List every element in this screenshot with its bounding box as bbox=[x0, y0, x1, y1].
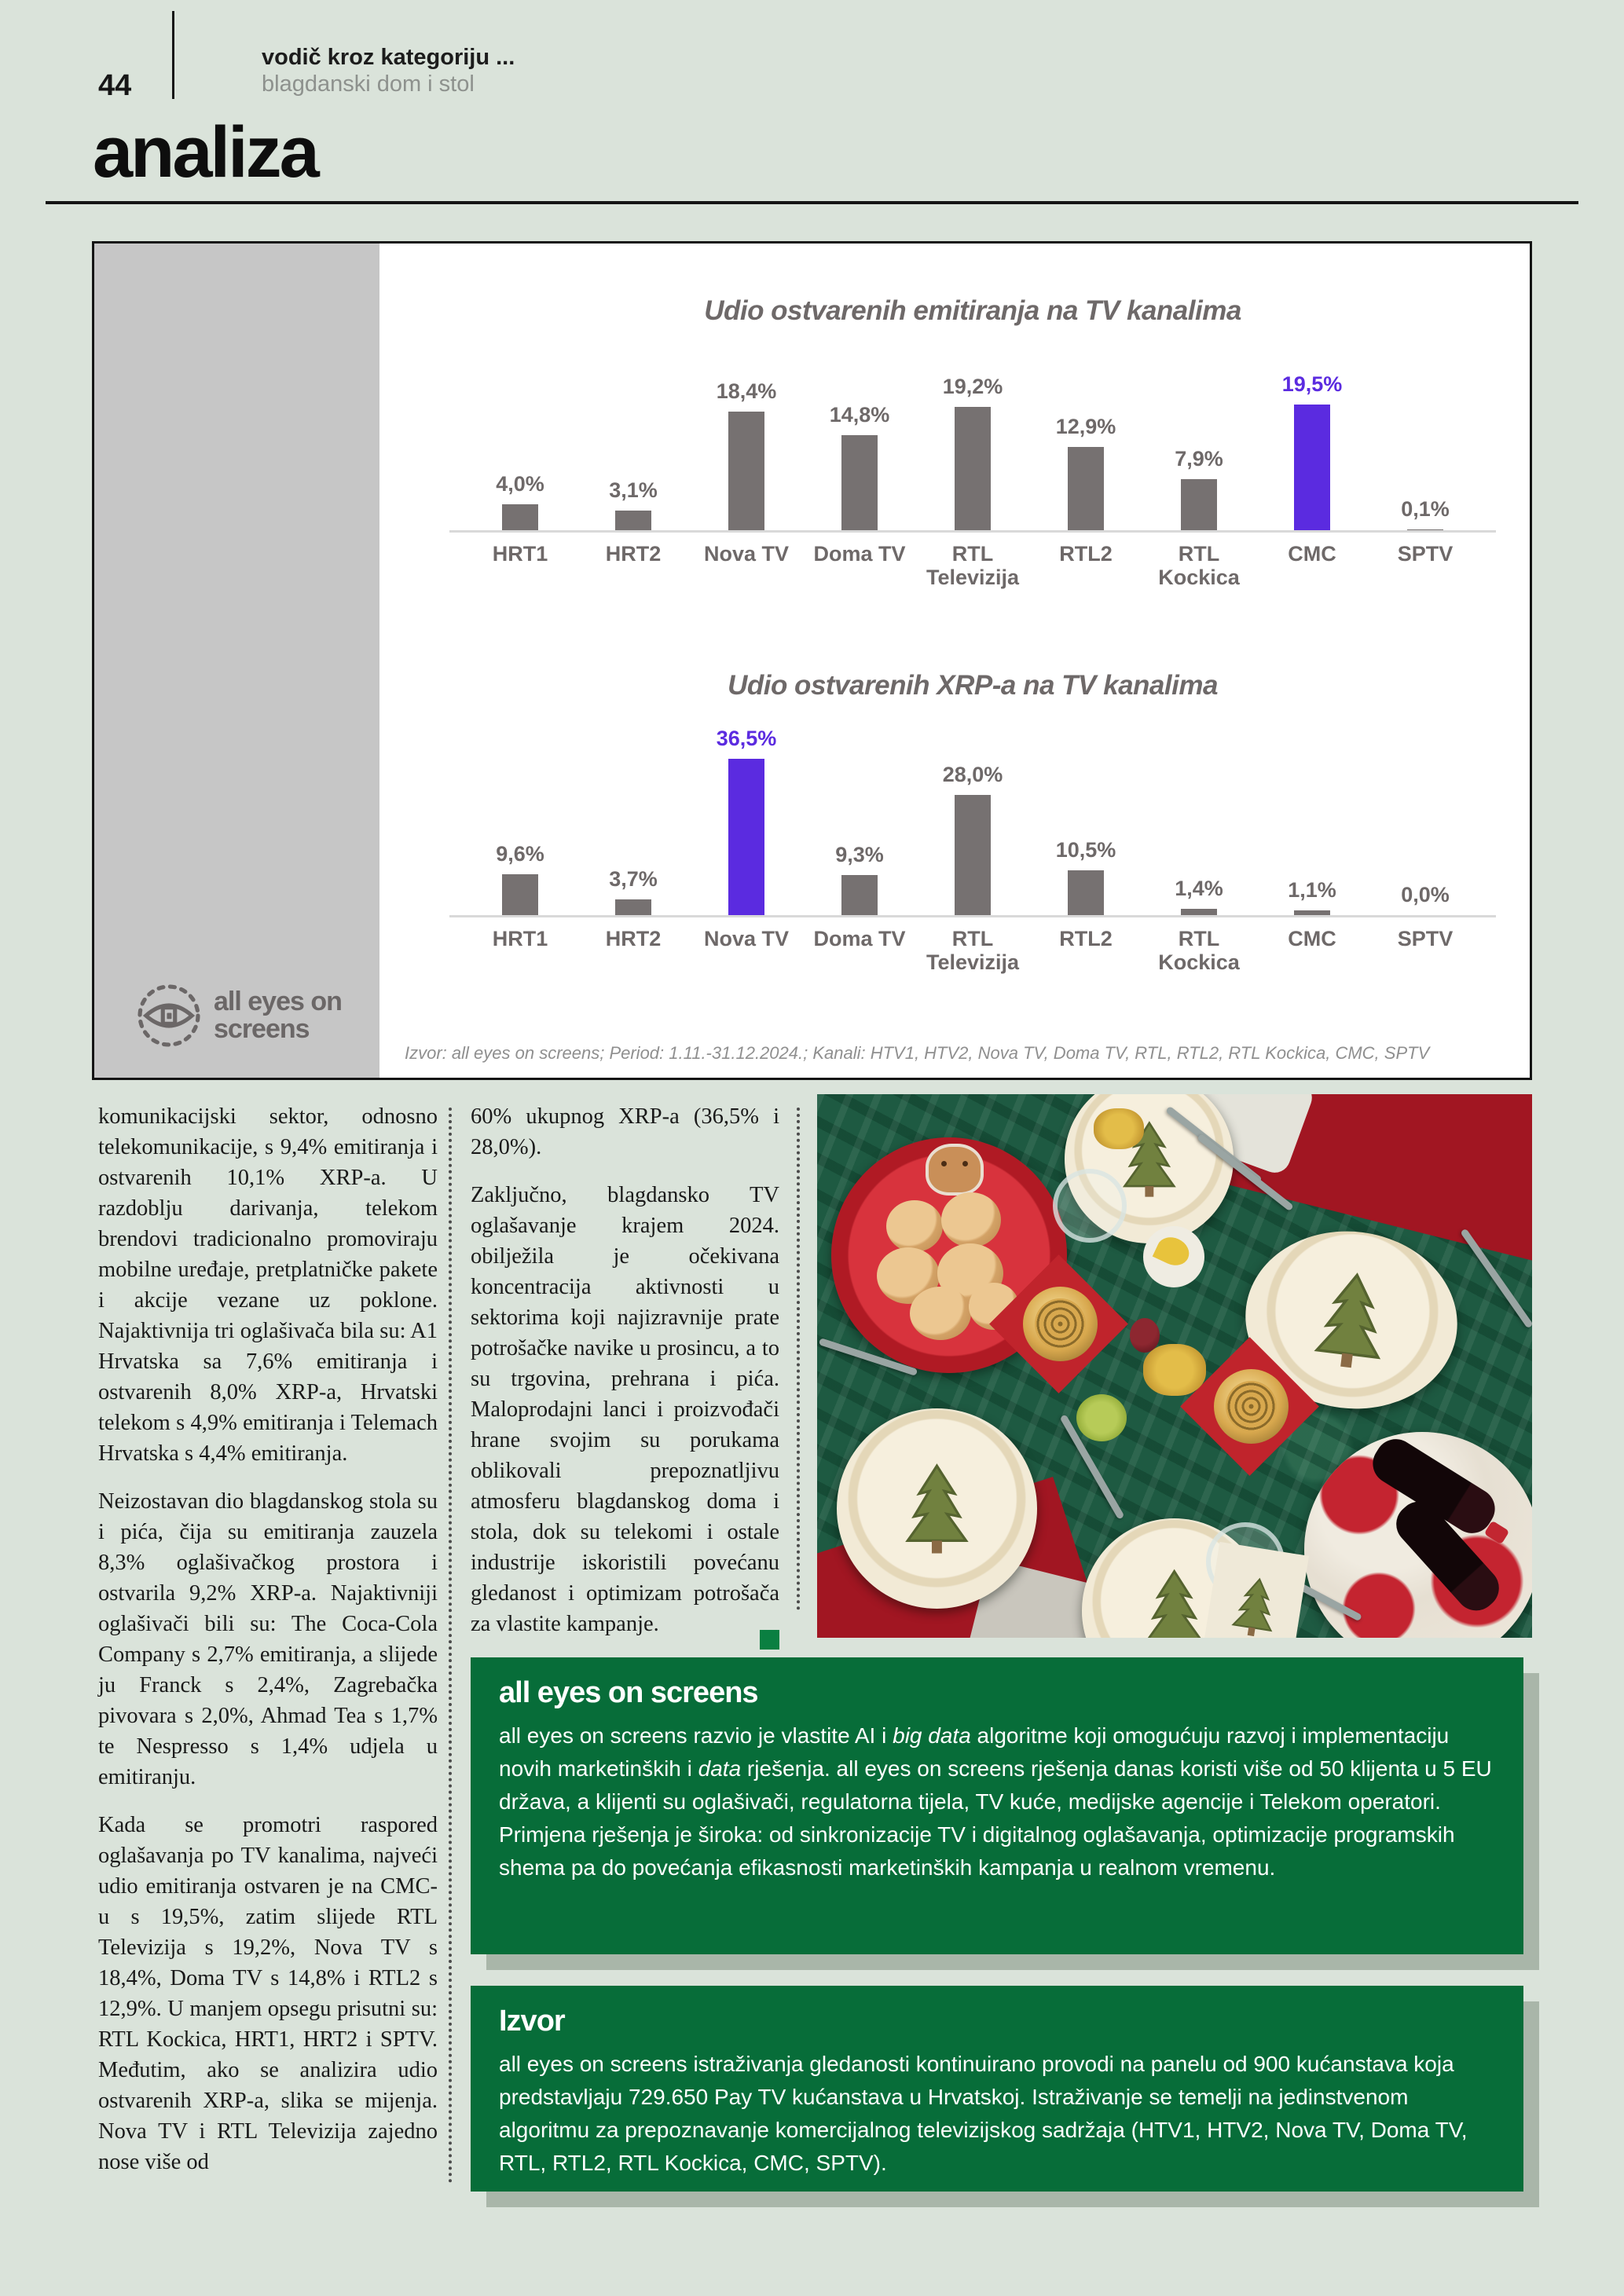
article-paragraph: Kada se promotri raspored oglašavanja po TV kanalima, najveći udio emitiranja ostvaren je na CMC-u s 19,5%, zatim slijede RTL Televizija s 19,2%, Nova TV s 18,4%, Doma TV s 14,8% i RTL2 s 12,9%. U manjem opsegu prisutni su: RTL Kockica, HRT1, HRT2 i SPTV. Međutim, ako se analizira udio ostvarenih XRP-a, slika se mijenja. Nova TV i RTL Televizija zajedno nose više od bbox=[98, 1813, 438, 2174]
chart-title-xrp: Udio ostvarenih XRP-a na TV kanalima bbox=[728, 670, 1218, 701]
category-label: RTL2 bbox=[1059, 542, 1113, 566]
bar-value-label: 19,5% bbox=[1281, 372, 1343, 396]
source-note: Izvor: all eyes on screens; Period: 1.11.-31.12.2024.; Kanali: HTV1, HTV2, Nova TV, Doma TV, RTL, RTL2, RTL Kockica, CMC, SPTV bbox=[405, 1043, 1430, 1063]
charts-panel bbox=[92, 241, 1532, 1080]
chart-bar-rtl bbox=[955, 795, 991, 915]
chart-bar-cmc bbox=[1294, 405, 1330, 530]
bar-value-label: 1,4% bbox=[1175, 877, 1223, 900]
chart-bar-doma-tv bbox=[841, 435, 878, 530]
gold-tin bbox=[1023, 1287, 1098, 1361]
chart-bar-doma-tv bbox=[841, 875, 878, 915]
category-label: Doma TV bbox=[813, 927, 906, 950]
chart-categories bbox=[464, 542, 1482, 589]
article-paragraph: Neizostavan dio blagdanskog stola su i pića, čija su emitiranja zauzela 8,3% oglašivačkog prostora i ostvarila 9,2% XRP-a. Najaktivniji oglašivači bili su: The Coca-Cola Company s 2,7% emitiranja, a slijede ju Franck s 2,4%, Zagrebačka pivovara s 2,0%, Ahmad Tea s 1,7% te Nespresso s 1,4% udjela u emitiranju. bbox=[98, 1489, 438, 1789]
breadcrumb bbox=[262, 44, 515, 97]
bar-value-label: 7,9% bbox=[1175, 447, 1223, 471]
category-label: RTL Kockica bbox=[1158, 542, 1240, 589]
kicker-line-2: blagdanski dom i stol bbox=[262, 71, 475, 97]
garland-cluster bbox=[1143, 1344, 1206, 1396]
category-label: CMC bbox=[1288, 542, 1336, 566]
info-box-title: all eyes on screens bbox=[499, 1676, 758, 1709]
chart-baseline bbox=[449, 915, 1496, 917]
chart-slot bbox=[1256, 350, 1369, 530]
category-label: HRT2 bbox=[605, 542, 662, 566]
chart-baseline bbox=[449, 530, 1496, 533]
chart-slot bbox=[1142, 350, 1256, 530]
logo-text bbox=[214, 988, 342, 1043]
bar-value-label: 28,0% bbox=[942, 763, 1003, 786]
printed-napkin bbox=[1201, 1542, 1309, 1638]
bar-value-label: 3,1% bbox=[609, 478, 658, 502]
chart-bar-rtl-kockica bbox=[1181, 909, 1217, 915]
holiday-table-photo bbox=[817, 1094, 1532, 1638]
article-column-2 bbox=[471, 1101, 779, 1657]
article-end-mark bbox=[760, 1630, 779, 1650]
kicker-line-1: vodič kroz kategoriju ... bbox=[262, 45, 515, 70]
panel-sidebar bbox=[94, 244, 379, 1078]
category-label: RTL Televizija bbox=[926, 927, 1020, 974]
bar-value-label: 0,1% bbox=[1401, 497, 1450, 521]
christmas-plate bbox=[837, 1408, 1037, 1609]
bar-value-label: 36,5% bbox=[716, 727, 777, 750]
chart-categories bbox=[464, 927, 1482, 974]
bar-value-label: 9,6% bbox=[496, 842, 544, 866]
body-text: algoritme koji omogućuju razvoj i implementaciju novih marketinških i bbox=[499, 1723, 1450, 1781]
chart-bar-hrt2 bbox=[615, 899, 651, 915]
info-box-body bbox=[499, 2048, 1495, 2180]
info-box-all-eyes bbox=[471, 1657, 1523, 1954]
bar-value-label: 4,0% bbox=[496, 472, 544, 496]
ornament bbox=[1130, 1318, 1160, 1353]
chart-slot bbox=[916, 719, 1029, 915]
info-box-izvor bbox=[471, 1986, 1523, 2192]
eye-icon bbox=[135, 982, 203, 1049]
chart-bar-rtl2 bbox=[1068, 870, 1104, 915]
info-box-title: Izvor bbox=[499, 2005, 565, 2038]
category-label: Doma TV bbox=[813, 542, 906, 566]
chart-bar-rtl-kockica bbox=[1181, 479, 1217, 530]
chart-slot bbox=[803, 719, 916, 915]
chart-plot-xrp bbox=[464, 719, 1482, 915]
header-divider bbox=[172, 11, 174, 99]
chart-slot bbox=[1256, 719, 1369, 915]
italic-text: data bbox=[698, 1756, 742, 1781]
chart-bar-hrt2 bbox=[615, 511, 651, 530]
category-label: SPTV bbox=[1397, 927, 1454, 950]
lime-fruit bbox=[1076, 1394, 1127, 1441]
gold-tin bbox=[1214, 1369, 1289, 1444]
chart-slot bbox=[577, 350, 690, 530]
bar-value-label: 0,0% bbox=[1401, 883, 1450, 906]
top-rule bbox=[46, 201, 1578, 204]
chart-slot bbox=[1029, 350, 1142, 530]
category-label: RTL Kockica bbox=[1158, 927, 1240, 974]
bar-value-label: 19,2% bbox=[942, 375, 1003, 398]
category-label: SPTV bbox=[1397, 542, 1454, 566]
article-column-1 bbox=[98, 1101, 438, 2195]
bar-value-label: 12,9% bbox=[1055, 415, 1116, 438]
chart-slot bbox=[916, 350, 1029, 530]
body-text: all eyes on screens istraživanja gledanosti kontinuirano provodi na panelu od 900 kućanstava koja predstavljaju 729.650 Pay TV kućanstava u Hrvatskoj. Istraživanje se temelji na jedinstvenom algoritmu za prepoznavanje komercijalnog televizijskog sadržaja (HTV1, HTV2, Nova TV, Doma TV, RTL, RTL2, RTL Kockica, CMC, SPTV). bbox=[499, 2052, 1468, 2175]
chart-slot bbox=[690, 350, 803, 530]
gingerbread-figure bbox=[926, 1144, 984, 1196]
category-label: RTL2 bbox=[1059, 927, 1113, 950]
aeos-logo bbox=[135, 982, 342, 1049]
chart-bar-rtl bbox=[955, 407, 991, 530]
bar-value-label: 1,1% bbox=[1288, 878, 1336, 902]
garland-cluster bbox=[1094, 1108, 1144, 1149]
bar-value-label: 18,4% bbox=[716, 379, 777, 403]
article-paragraph: 60% ukupnog XRP-a (36,5% i 28,0%). bbox=[471, 1104, 779, 1159]
body-text: all eyes on screens razvio je vlastite AI i bbox=[499, 1723, 893, 1748]
page-number: 44 bbox=[98, 69, 132, 102]
column-divider bbox=[449, 1108, 452, 2184]
bar-value-label: 14,8% bbox=[829, 403, 890, 427]
info-box-body bbox=[499, 1719, 1495, 1884]
italic-text: big data bbox=[893, 1723, 971, 1748]
category-label: RTL Televizija bbox=[926, 542, 1020, 589]
bar-value-label: 3,7% bbox=[609, 867, 658, 891]
chart-slot bbox=[1369, 719, 1482, 915]
chart-bar-rtl2 bbox=[1068, 447, 1104, 530]
bar-value-label: 9,3% bbox=[835, 843, 884, 866]
page-title: analiza bbox=[93, 112, 317, 192]
chart-slot bbox=[803, 350, 916, 530]
glass bbox=[1053, 1169, 1127, 1243]
chart-slot bbox=[464, 350, 577, 530]
logo-line-1: all eyes on bbox=[214, 987, 342, 1016]
bar-value-label: 10,5% bbox=[1055, 838, 1116, 862]
chart-bar-hrt1 bbox=[502, 504, 538, 530]
chart-slot bbox=[1029, 719, 1142, 915]
logo-line-2: screens bbox=[214, 1014, 310, 1044]
column-divider bbox=[797, 1108, 800, 1610]
chart-title-emitiranja: Udio ostvarenih emitiranja na TV kanalima bbox=[704, 295, 1241, 326]
category-label: HRT1 bbox=[492, 927, 548, 950]
chart-bar-nova-tv bbox=[728, 759, 764, 915]
chart-slot bbox=[577, 719, 690, 915]
chart-slot bbox=[690, 719, 803, 915]
body-text: rješenja. all eyes on screens rješenja danas koristi više od 50 klijenta u 5 EU država, a klijenti su oglašivači, regulatorna tijela, TV kuće, medijske agencije i Telekom operatori. Primjena rješenja je široka: od sinkronizacije TV i digitalnog oglašavanja, optimizacije programskih shema pa do povećanja efikasnosti marketinških kampanja u realnom vremenu. bbox=[499, 1756, 1492, 1880]
chart-plot-emitiranja bbox=[464, 350, 1482, 530]
category-label: Nova TV bbox=[703, 927, 790, 950]
chart-bar-hrt1 bbox=[502, 874, 538, 915]
chart-slot bbox=[464, 719, 577, 915]
chart-slot bbox=[1142, 719, 1256, 915]
category-label: CMC bbox=[1288, 927, 1336, 950]
category-label: Nova TV bbox=[703, 542, 790, 566]
category-label: HRT1 bbox=[492, 542, 548, 566]
article-paragraph: Zaključno, blagdansko TV oglašavanje krajem 2024. obilježila je očekivana koncentracija aktivnosti u sektorima koji najizravnije prate potrošačke navike u prosincu, a to su trgovina, prehrana i pića. Maloprodajni lanci i proizvođači hrane svojim su porukama oblikovali prepoznatljivu atmosferu blagdanskog doma i stola, dok su telekomi i ostale industrije iskoristili povećanu gledanost i optimizam potrošača za vlastite kampanje. bbox=[471, 1183, 779, 1636]
chart-bar-nova-tv bbox=[728, 412, 764, 530]
category-label: HRT2 bbox=[605, 927, 662, 950]
chart-slot bbox=[1369, 350, 1482, 530]
article-paragraph: komunikacijski sektor, odnosno telekomunikacije, s 9,4% emitiranja i ostvarenih 10,1% XRP-a. U razdoblju darivanja, telekom brendovi tradicionalno promoviraju mobilne uređaje, pretplatničke pakete i akcije vezane uz poklone. Najaktivnija tri oglašivača bila su: A1 Hrvatska sa 7,6% emitiranja i ostvarenih 8,0% XRP-a, Hrvatski telekom s 4,9% emitiranja i Telemach Hrvatska s 4,4% emitiranja. bbox=[98, 1104, 438, 1466]
